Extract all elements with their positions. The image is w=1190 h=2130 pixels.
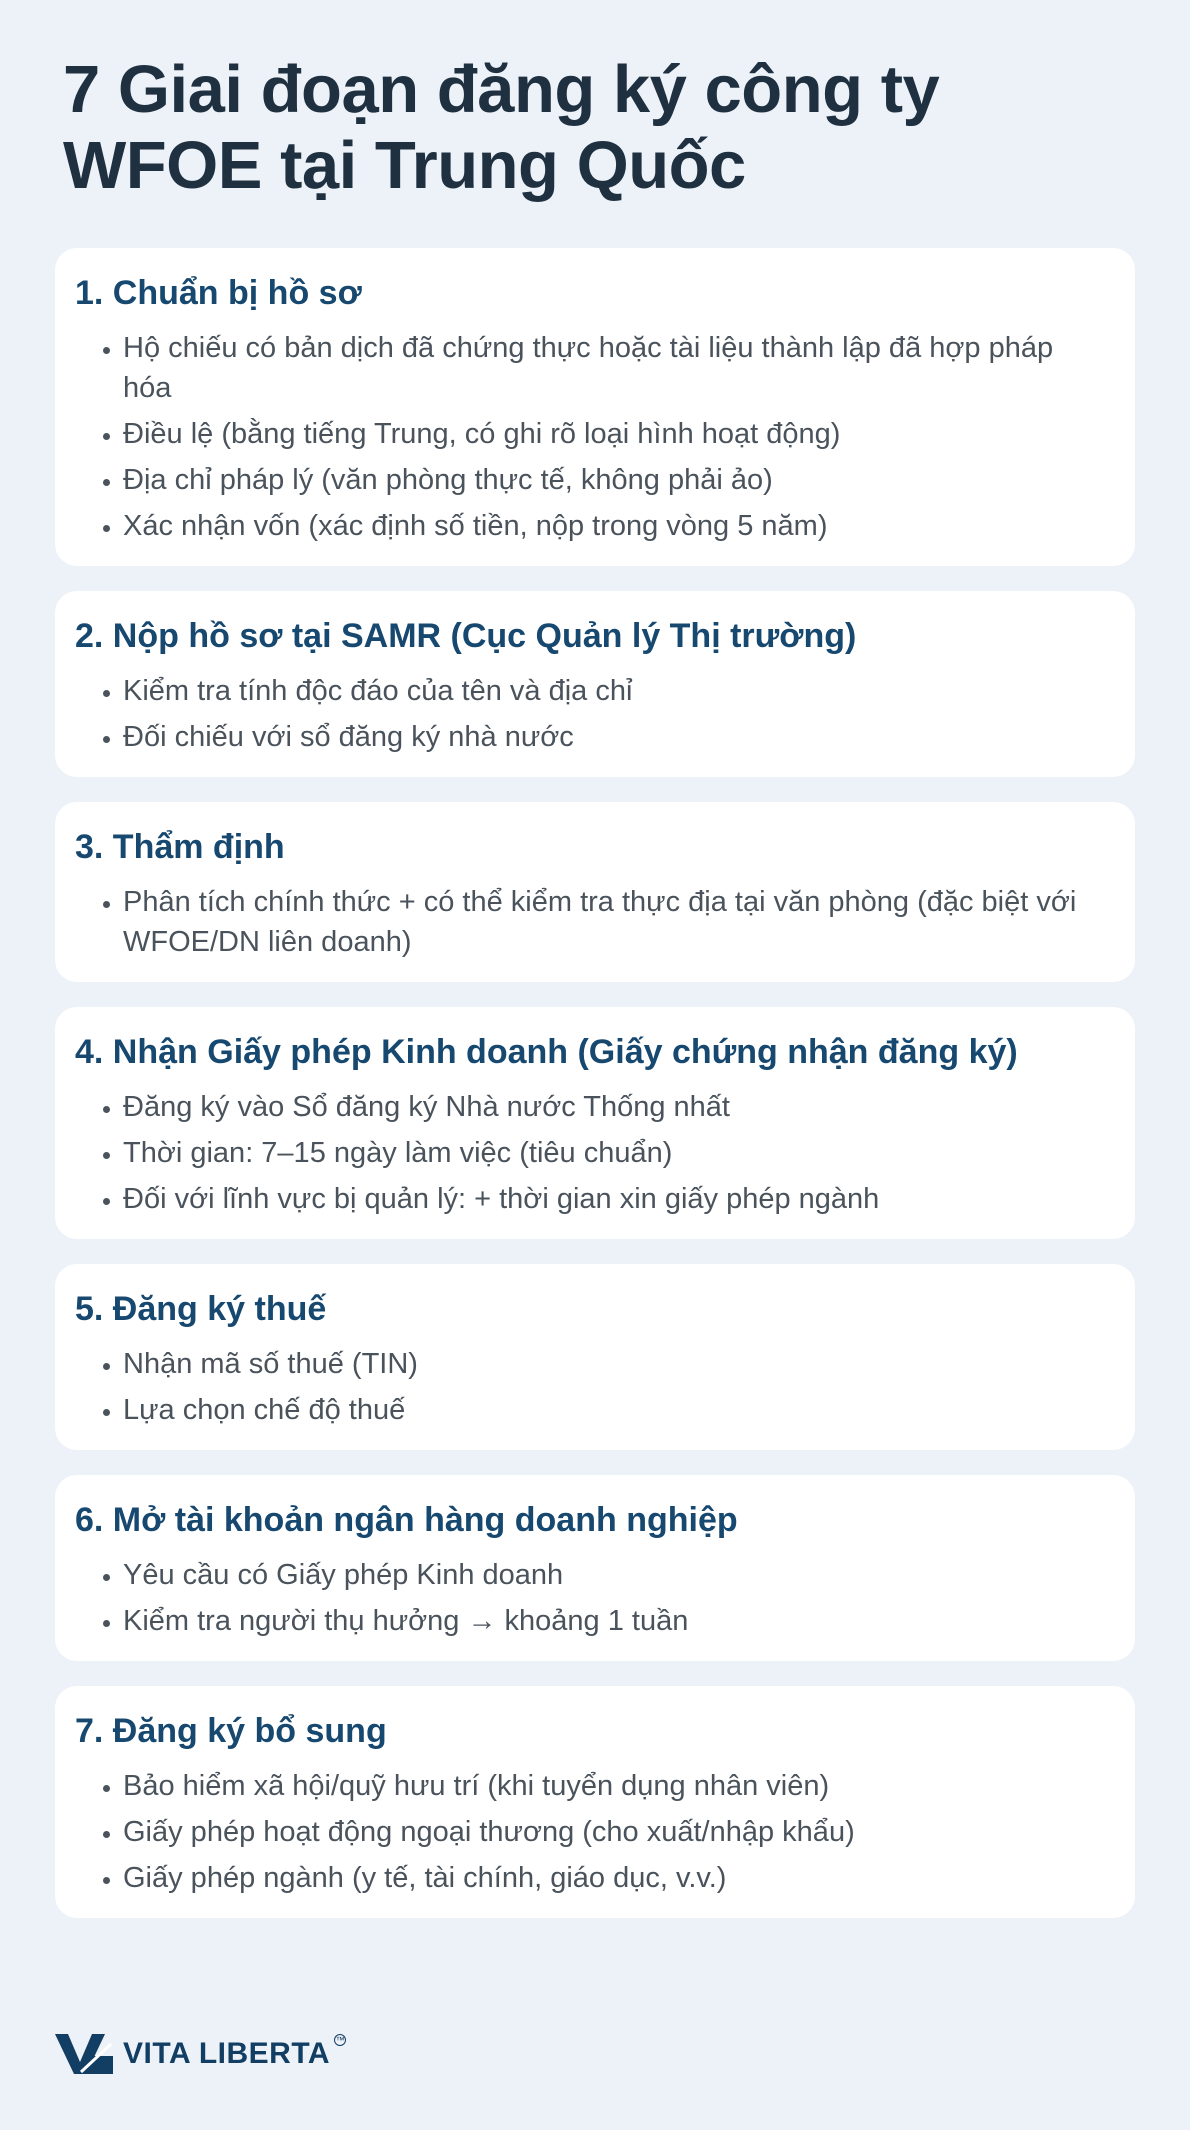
stage-card — [55, 1264, 1135, 1450]
list-item: • Hộ chiếu có bản dịch đã chứng thực hoặc tài liệu thành lập đã hợp pháp hóa — [123, 328, 1105, 408]
stage-card — [55, 248, 1135, 566]
stage-card — [55, 802, 1135, 982]
stage-item-list — [75, 1766, 1115, 1898]
stage-item-list — [75, 328, 1115, 546]
list-item: • Kiểm tra người thụ hưởng → khoảng 1 tuần — [123, 1601, 1105, 1641]
list-item: • Đối với lĩnh vực bị quản lý: + thời gian xin giấy phép ngành — [123, 1179, 1105, 1219]
list-item: • Đối chiếu với sổ đăng ký nhà nước — [123, 717, 1105, 757]
stage-item-list — [75, 1344, 1115, 1430]
stage-item-list — [75, 671, 1115, 757]
stage-heading: 1. Chuẩn bị hồ sơ — [75, 274, 362, 312]
list-item: • Yêu cầu có Giấy phép Kinh doanh — [123, 1555, 1105, 1595]
list-item: • Điều lệ (bằng tiếng Trung, có ghi rõ loại hình hoạt động) — [123, 414, 1105, 454]
stage-card — [55, 1475, 1135, 1661]
stage-heading: 2. Nộp hồ sơ tại SAMR (Cục Quản lý Thị trường) — [75, 617, 857, 655]
brand-name: VITA LIBERTA — [123, 2037, 331, 2070]
brand-logo — [55, 2034, 352, 2074]
list-item: • Phân tích chính thức + có thể kiểm tra thực địa tại văn phòng (đặc biệt với WFOE/DN liên doanh) — [123, 882, 1105, 962]
list-item: • Địa chỉ pháp lý (văn phòng thực tế, không phải ảo) — [123, 460, 1105, 500]
list-item: • Kiểm tra tính độc đáo của tên và địa chỉ — [123, 671, 1105, 711]
list-item: • Đăng ký vào Sổ đăng ký Nhà nước Thống nhất — [123, 1087, 1105, 1127]
list-item: • Thời gian: 7–15 ngày làm việc (tiêu chuẩn) — [123, 1133, 1105, 1173]
stage-item-list — [75, 1555, 1115, 1641]
stage-heading: 7. Đăng ký bổ sung — [75, 1712, 387, 1750]
stage-card — [55, 1686, 1135, 1918]
trademark-mark: ™ — [335, 2035, 345, 2045]
stage-item-list — [75, 882, 1115, 962]
list-item: • Xác nhận vốn (xác định số tiền, nộp trong vòng 5 năm) — [123, 506, 1105, 546]
list-item: • Lựa chọn chế độ thuế — [123, 1390, 1105, 1430]
stage-heading: 5. Đăng ký thuế — [75, 1290, 327, 1328]
stage-heading: 6. Mở tài khoản ngân hàng doanh nghiệp — [75, 1501, 738, 1539]
list-item: • Giấy phép ngành (y tế, tài chính, giáo dục, v.v.) — [123, 1858, 1105, 1898]
stage-heading: 4. Nhận Giấy phép Kinh doanh (Giấy chứng nhận đăng ký) — [75, 1033, 1018, 1071]
page-title: 7 Giai đoạn đăng ký công ty WFOE tại Trung Quốc — [63, 52, 940, 203]
list-item: • Nhận mã số thuế (TIN) — [123, 1344, 1105, 1384]
stage-card — [55, 591, 1135, 777]
list-item: • Giấy phép hoạt động ngoại thương (cho xuất/nhập khẩu) — [123, 1812, 1105, 1852]
vita-liberta-logo-icon — [55, 2034, 113, 2074]
stage-card — [55, 1007, 1135, 1239]
list-item: • Bảo hiểm xã hội/quỹ hưu trí (khi tuyển dụng nhân viên) — [123, 1766, 1105, 1806]
stage-heading: 3. Thẩm định — [75, 828, 285, 866]
stage-item-list — [75, 1087, 1115, 1219]
stage-list — [55, 248, 1135, 1918]
